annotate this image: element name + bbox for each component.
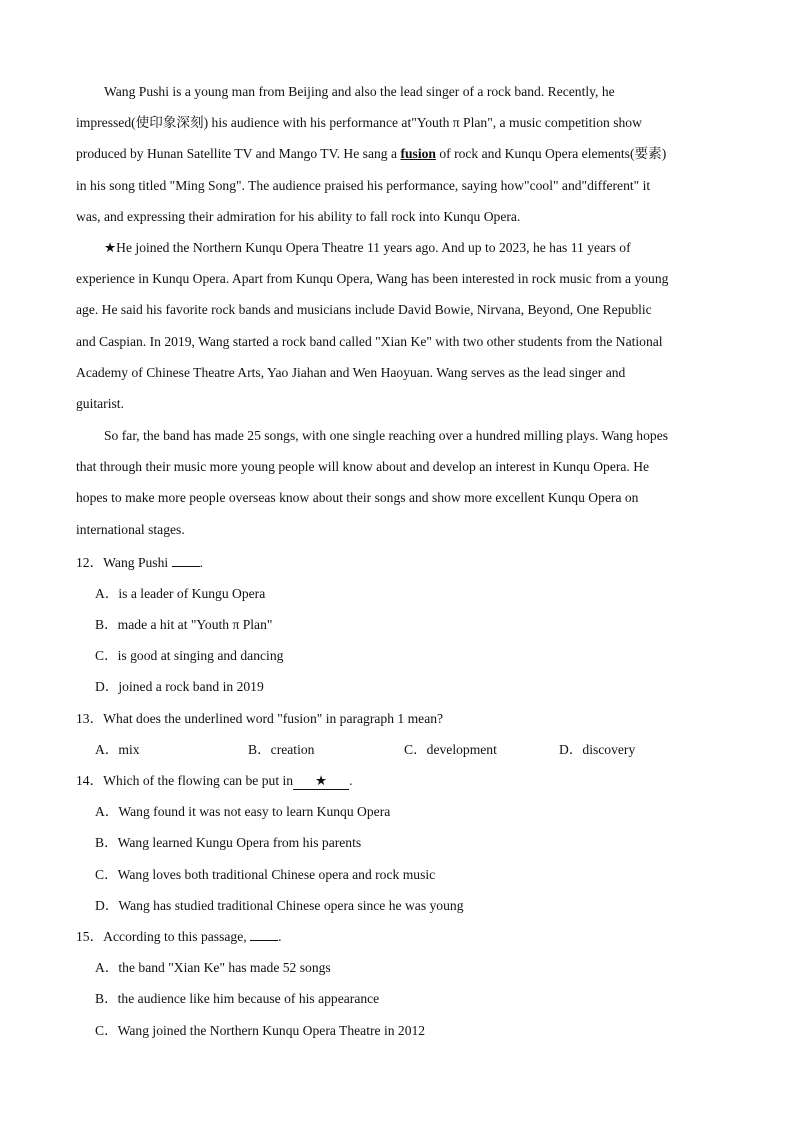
option-12-b: B．made a hit at "Youth π Plan" — [95, 617, 273, 632]
paragraph-line: that through their music more young people will know about and develop an interest in Kunqu Opera. He — [76, 459, 650, 475]
option-13-a: A．mix — [95, 742, 140, 757]
question-text: 14．Which of the flowing can be put in — [76, 773, 294, 788]
answer-blank — [250, 928, 278, 941]
passage-paragraph-2 — [76, 232, 718, 419]
passage-paragraph-1 — [76, 76, 718, 232]
question-12-stem — [76, 551, 203, 571]
question-14-stem — [76, 769, 352, 790]
option-14-c: C．Wang loves both traditional Chinese opera and rock music — [95, 867, 436, 882]
question-text: . — [349, 773, 353, 788]
option-14-b: B．Wang learned Kungu Opera from his parents — [95, 835, 362, 850]
option-15-a: A．the band "Xian Ke" has made 52 songs — [95, 960, 331, 975]
option-12-d: D．joined a rock band in 2019 — [95, 679, 264, 694]
question-text: . — [199, 555, 203, 570]
underlined-word: fusion — [400, 146, 436, 162]
paragraph-line: ★He joined the Northern Kunqu Opera Theatre 11 years ago. And up to 2023, he has 11 years of — [104, 240, 631, 255]
paragraph-line: in his song titled "Ming Song". The audience praised his performance, saying how"cool" and"different" it — [76, 177, 651, 193]
option-12-a: A．is a leader of Kungu Opera — [95, 586, 266, 601]
option-13-c: C．development — [404, 742, 497, 757]
option-12-c: C．is good at singing and dancing — [95, 648, 284, 663]
option-13-d: D．discovery — [559, 742, 636, 757]
star-icon: ★ — [314, 773, 328, 788]
paragraph-line: experience in Kunqu Opera. Apart from Kunqu Opera, Wang has been interested in rock music from a young — [76, 271, 669, 287]
paragraph-line: impressed(使印象深刻) his audience with his performance at"Youth π Plan", a music competition show — [76, 115, 642, 131]
paragraph-line: guitarist. — [76, 396, 124, 412]
paragraph-line: and Caspian. In 2019, Wang started a rock band called "Xian Ke" with two other students from the National — [76, 333, 663, 349]
paragraph-line: international stages. — [76, 521, 185, 537]
option-15-c: C．Wang joined the Northern Kunqu Opera Theatre in 2012 — [95, 1023, 426, 1038]
question-text: 15．According to this passage, — [76, 929, 247, 944]
paragraph-line: Wang Pushi is a young man from Beijing and also the lead singer of a rock band. Recently, he — [104, 84, 615, 99]
paragraph-line: So far, the band has made 25 songs, with one single reaching over a hundred milling plays. Wang hopes — [104, 428, 669, 443]
option-14-d: D．Wang has studied traditional Chinese opera since he was young — [95, 898, 464, 913]
answer-blank — [293, 773, 349, 790]
option-13-b: B．creation — [248, 742, 315, 757]
answer-blank — [172, 554, 200, 567]
question-15-stem — [76, 925, 281, 945]
paragraph-line: was, and expressing their admiration for his ability to fall rock into Kunqu Opera. — [76, 208, 521, 224]
paragraph-line — [76, 138, 718, 169]
paragraph-line: age. He said his favorite rock bands and musicians include David Bowie, Nirvana, Beyond, One Republic — [76, 302, 652, 318]
question-text: . — [278, 929, 282, 944]
paragraph-line: hopes to make more people overseas know about their songs and show more excellent Kunqu Opera on — [76, 490, 639, 506]
option-14-a: A．Wang found it was not easy to learn Kunqu Opera — [95, 804, 391, 819]
passage-paragraph-3 — [76, 420, 718, 545]
question-13-stem: 13．What does the underlined word "fusion" in paragraph 1 mean? — [76, 711, 444, 726]
paragraph-line: Academy of Chinese Theatre Arts, Yao Jiahan and Wen Haoyuan. Wang serves as the lead singer and — [76, 364, 626, 380]
option-15-b: B．the audience like him because of his appearance — [95, 991, 380, 1006]
line-text: of rock and Kunqu Opera elements(要素) — [435, 146, 667, 162]
question-text: 12．Wang Pushi — [76, 555, 169, 570]
line-text: produced by Hunan Satellite TV and Mango TV. He sang a — [76, 146, 401, 162]
